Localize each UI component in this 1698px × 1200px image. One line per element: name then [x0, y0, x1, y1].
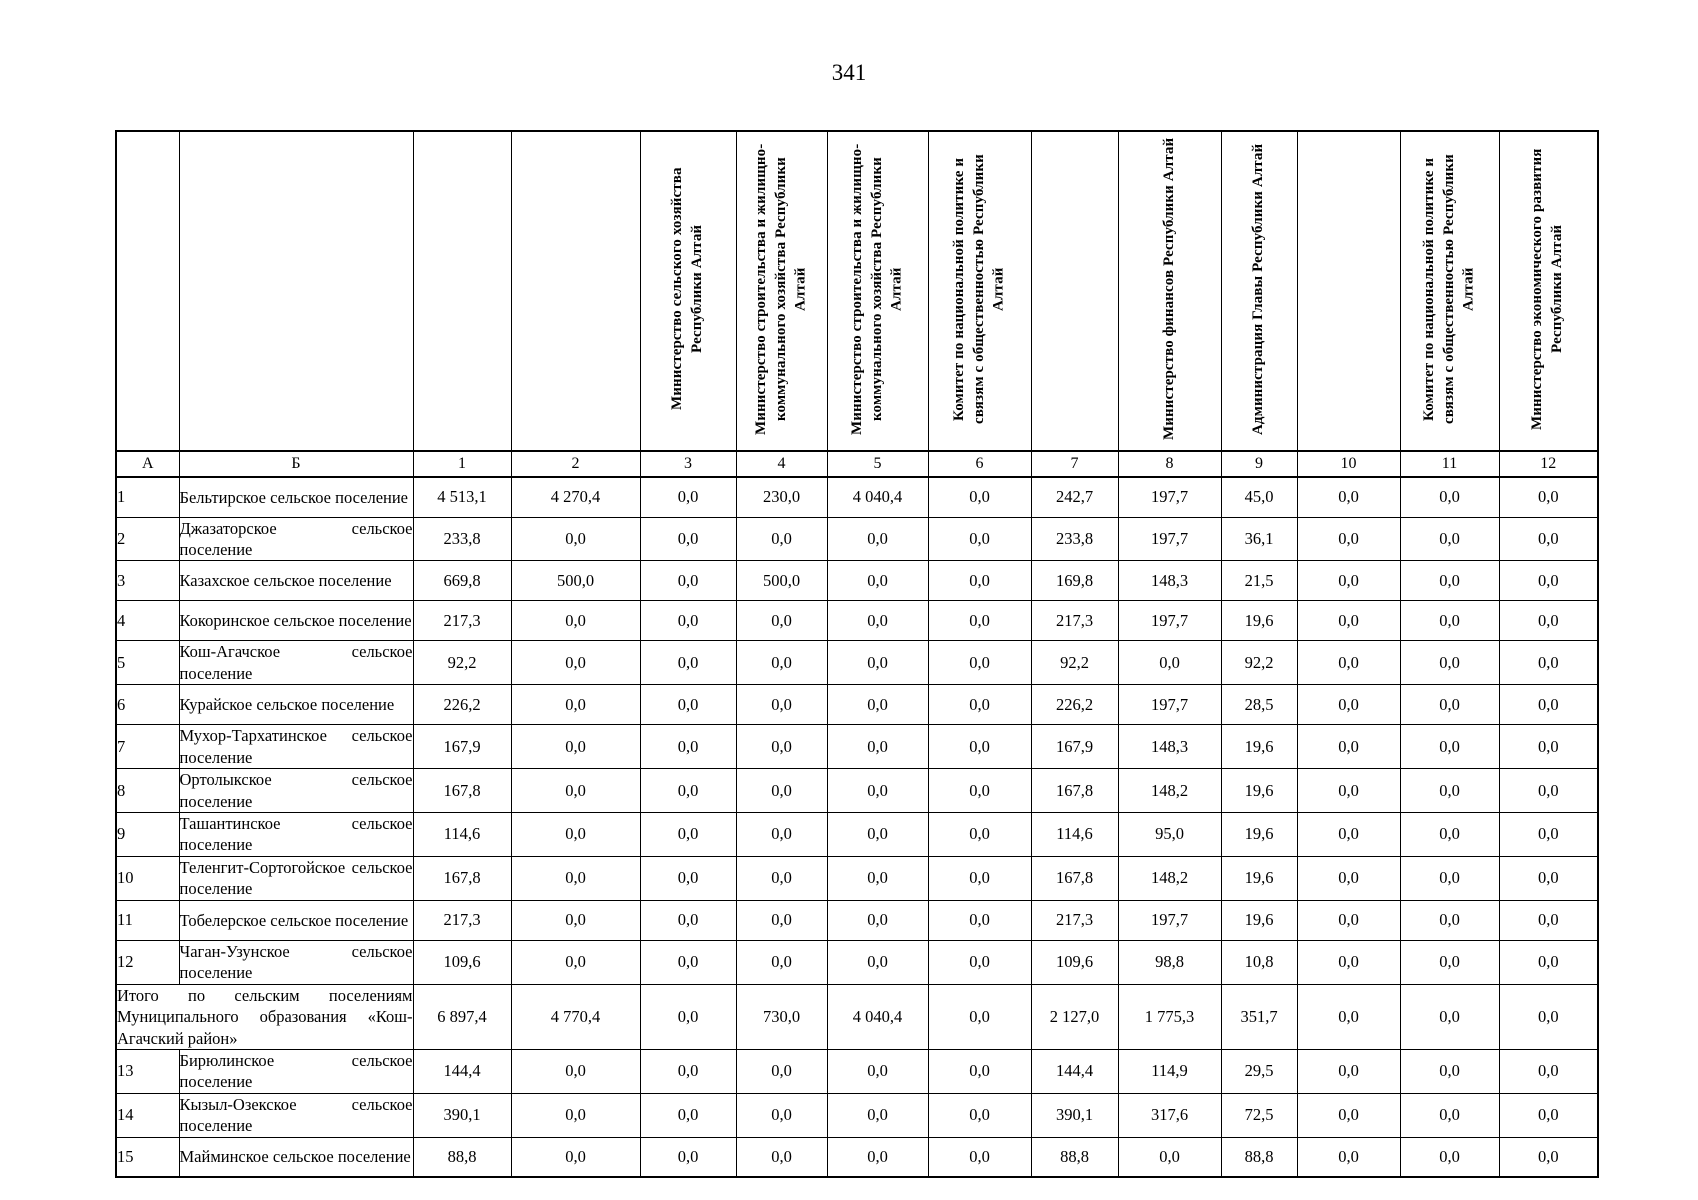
table-row [116, 900, 1598, 940]
value-cell: 0,0 [511, 1049, 640, 1093]
column-header-ministry-9 [1221, 131, 1297, 451]
column-letter-7: 7 [1031, 451, 1118, 477]
value-cell: 0,0 [1499, 725, 1598, 769]
value-cell: 109,6 [1031, 940, 1118, 984]
table-row [116, 561, 1598, 601]
row-number-cell: 14 [116, 1093, 179, 1137]
value-cell: 0,0 [928, 517, 1031, 561]
value-cell: 197,7 [1118, 601, 1221, 641]
column-header-empty-10 [1297, 131, 1400, 451]
total-value-cell: 6 897,4 [413, 984, 511, 1049]
value-cell: 0,0 [736, 725, 827, 769]
value-cell: 242,7 [1031, 477, 1118, 517]
value-cell: 0,0 [928, 1093, 1031, 1137]
value-cell: 10,8 [1221, 940, 1297, 984]
column-header-empty-А [116, 131, 179, 451]
value-cell: 0,0 [736, 769, 827, 813]
total-label-cell: Итого по сельским поселениям Муниципального образования «Кош-Агачский район» [117, 985, 413, 1048]
settlement-name-cell: Кокоринское сельское поселение [179, 601, 413, 641]
row-number-cell: 12 [116, 940, 179, 984]
row-number-cell: 10 [116, 856, 179, 900]
row-number-cell: 2 [116, 517, 179, 561]
value-cell: 0,0 [827, 900, 928, 940]
settlement-name-cell: Бирюлинское сельское поселение [179, 1050, 413, 1092]
value-cell: 0,0 [511, 725, 640, 769]
value-cell: 500,0 [736, 561, 827, 601]
total-value-cell: 0,0 [1400, 984, 1499, 1049]
value-cell: 28,5 [1221, 685, 1297, 725]
value-cell: 226,2 [1031, 685, 1118, 725]
value-cell: 0,0 [928, 477, 1031, 517]
value-cell: 29,5 [1221, 1049, 1297, 1093]
row-number-cell: 13 [116, 1049, 179, 1093]
settlement-name-cell: Чаган-Узунское сельское поселение [179, 941, 413, 983]
budget-table [115, 130, 1599, 1178]
column-header-ministry-4 [736, 131, 827, 451]
value-cell: 167,8 [1031, 769, 1118, 813]
value-cell: 0,0 [1400, 561, 1499, 601]
value-cell: 0,0 [736, 813, 827, 857]
value-cell: 148,2 [1118, 856, 1221, 900]
value-cell: 0,0 [928, 940, 1031, 984]
value-cell: 0,0 [511, 813, 640, 857]
table-row [116, 685, 1598, 725]
value-cell: 217,3 [1031, 900, 1118, 940]
total-value-cell: 0,0 [1499, 984, 1598, 1049]
value-cell: 217,3 [413, 601, 511, 641]
value-cell: 0,0 [1499, 1093, 1598, 1137]
value-cell: 0,0 [640, 685, 736, 725]
value-cell: 0,0 [827, 561, 928, 601]
settlement-name-cell: Мухор-Тархатинское сельское поселение [179, 726, 413, 767]
value-cell: 0,0 [928, 900, 1031, 940]
ministry-label: Министерство строительства и жилищно-коммунального хозяйства Республики Алтай [848, 142, 905, 435]
value-cell: 0,0 [1297, 900, 1400, 940]
column-header-empty-2 [511, 131, 640, 451]
column-letter-12: 12 [1499, 451, 1598, 477]
column-letter-9: 9 [1221, 451, 1297, 477]
value-cell: 0,0 [1400, 1049, 1499, 1093]
value-cell: 0,0 [736, 1049, 827, 1093]
ministry-label: Администрация Главы Республики Алтай [1250, 142, 1267, 435]
value-cell: 0,0 [1297, 940, 1400, 984]
row-number-cell: 7 [116, 725, 179, 769]
column-header-ministry-12 [1499, 131, 1598, 451]
column-header-empty-Б [179, 131, 413, 451]
value-cell: 0,0 [1118, 1137, 1221, 1177]
value-cell: 0,0 [1400, 813, 1499, 857]
value-cell: 4 270,4 [511, 477, 640, 517]
table-row [116, 813, 1598, 857]
value-cell: 114,6 [413, 813, 511, 857]
value-cell: 0,0 [1400, 856, 1499, 900]
value-cell: 0,0 [928, 601, 1031, 641]
row-number-cell: 4 [116, 601, 179, 641]
column-letter-2: 2 [511, 451, 640, 477]
value-cell: 0,0 [736, 601, 827, 641]
value-cell: 0,0 [928, 641, 1031, 685]
value-cell: 0,0 [1297, 1093, 1400, 1137]
value-cell: 669,8 [413, 561, 511, 601]
ministry-label: Министерство финансов Республики Алтай [1160, 137, 1177, 440]
settlement-name-cell: Ташантинское сельское поселение [179, 814, 413, 855]
value-cell: 92,2 [413, 641, 511, 685]
value-cell: 0,0 [1297, 685, 1400, 725]
value-cell: 226,2 [413, 685, 511, 725]
column-header-ministry-8 [1118, 131, 1221, 451]
value-cell: 92,2 [1221, 641, 1297, 685]
value-cell: 88,8 [1221, 1137, 1297, 1177]
column-letter-4: 4 [736, 451, 827, 477]
column-letter-11: 11 [1400, 451, 1499, 477]
value-cell: 4 513,1 [413, 477, 511, 517]
ministry-label: Комитет по национальной политике и связям с общественностью Республики Алтай [1420, 153, 1477, 424]
row-number-cell: 15 [116, 1137, 179, 1177]
value-cell: 0,0 [640, 1049, 736, 1093]
column-header-ministry-5 [827, 131, 928, 451]
value-cell: 0,0 [827, 1093, 928, 1137]
column-letter-6: 6 [928, 451, 1031, 477]
column-header-empty-1 [413, 131, 511, 451]
table-row [116, 1049, 1598, 1093]
value-cell: 0,0 [1499, 477, 1598, 517]
total-value-cell: 730,0 [736, 984, 827, 1049]
value-cell: 0,0 [1297, 769, 1400, 813]
value-cell: 0,0 [1297, 641, 1400, 685]
value-cell: 0,0 [736, 940, 827, 984]
value-cell: 0,0 [1297, 601, 1400, 641]
value-cell: 197,7 [1118, 685, 1221, 725]
value-cell: 114,9 [1118, 1049, 1221, 1093]
value-cell: 0,0 [1400, 601, 1499, 641]
table-body [116, 477, 1598, 1177]
column-header-ministry-3 [640, 131, 736, 451]
value-cell: 0,0 [1297, 477, 1400, 517]
row-number-cell: 9 [116, 813, 179, 857]
value-cell: 0,0 [1297, 561, 1400, 601]
value-cell: 0,0 [827, 940, 928, 984]
value-cell: 19,6 [1221, 725, 1297, 769]
column-header-empty-7 [1031, 131, 1118, 451]
value-cell: 0,0 [736, 685, 827, 725]
value-cell: 0,0 [1499, 641, 1598, 685]
value-cell: 19,6 [1221, 601, 1297, 641]
value-cell: 0,0 [1297, 517, 1400, 561]
column-header-ministry-6 [928, 131, 1031, 451]
page-number: 341 [831, 60, 867, 85]
value-cell: 0,0 [827, 769, 928, 813]
value-cell: 0,0 [511, 517, 640, 561]
value-cell: 0,0 [640, 813, 736, 857]
column-letter-1: 1 [413, 451, 511, 477]
value-cell: 0,0 [511, 1093, 640, 1137]
value-cell: 0,0 [1499, 769, 1598, 813]
value-cell: 0,0 [928, 1137, 1031, 1177]
value-cell: 0,0 [1297, 725, 1400, 769]
settlement-name-cell: Казахское сельское поселение [179, 561, 413, 601]
value-cell: 98,8 [1118, 940, 1221, 984]
total-value-cell: 4 770,4 [511, 984, 640, 1049]
value-cell: 0,0 [827, 725, 928, 769]
value-cell: 0,0 [1400, 940, 1499, 984]
total-value-cell: 1 775,3 [1118, 984, 1221, 1049]
value-cell: 19,6 [1221, 900, 1297, 940]
settlement-name-cell: Курайское сельское поселение [179, 685, 413, 725]
value-cell: 197,7 [1118, 477, 1221, 517]
value-cell: 0,0 [640, 477, 736, 517]
value-cell: 197,7 [1118, 517, 1221, 561]
value-cell: 217,3 [1031, 601, 1118, 641]
value-cell: 144,4 [413, 1049, 511, 1093]
value-cell: 0,0 [736, 900, 827, 940]
value-cell: 0,0 [1297, 1137, 1400, 1177]
value-cell: 19,6 [1221, 856, 1297, 900]
value-cell: 109,6 [413, 940, 511, 984]
value-cell: 0,0 [1297, 1049, 1400, 1093]
ministry-label: Комитет по национальной политике и связям с общественностью Республики Алтай [950, 153, 1007, 424]
value-cell: 0,0 [827, 1049, 928, 1093]
column-letters-row [116, 451, 1598, 477]
table-row [116, 641, 1598, 685]
value-cell: 0,0 [928, 725, 1031, 769]
value-cell: 197,7 [1118, 900, 1221, 940]
value-cell: 88,8 [1031, 1137, 1118, 1177]
row-number-cell: 1 [116, 477, 179, 517]
value-cell: 0,0 [928, 1049, 1031, 1093]
value-cell: 0,0 [1400, 900, 1499, 940]
value-cell: 0,0 [511, 685, 640, 725]
column-letter-10: 10 [1297, 451, 1400, 477]
value-cell: 19,6 [1221, 769, 1297, 813]
value-cell: 0,0 [1400, 725, 1499, 769]
ministry-label: Министерство строительства и жилищно-коммунального хозяйства Республики Алтай [752, 142, 809, 435]
table-row [116, 769, 1598, 813]
total-value-cell: 0,0 [640, 984, 736, 1049]
value-cell: 167,9 [413, 725, 511, 769]
value-cell: 0,0 [827, 601, 928, 641]
settlement-name-cell: Тобелерское сельское поселение [179, 900, 413, 940]
value-cell: 0,0 [827, 685, 928, 725]
value-cell: 0,0 [1499, 900, 1598, 940]
value-cell: 0,0 [1499, 813, 1598, 857]
value-cell: 0,0 [736, 1093, 827, 1137]
value-cell: 0,0 [928, 685, 1031, 725]
table-row [116, 1137, 1598, 1177]
total-row [116, 984, 1598, 1049]
value-cell: 36,1 [1221, 517, 1297, 561]
ministry-header-row [116, 131, 1598, 451]
value-cell: 0,0 [736, 856, 827, 900]
settlement-name-cell: Кызыл-Озекское сельское поселение [179, 1094, 413, 1136]
settlement-name-cell: Бельтирское сельское поселение [179, 477, 413, 517]
value-cell: 0,0 [827, 856, 928, 900]
value-cell: 217,3 [413, 900, 511, 940]
table-row [116, 1093, 1598, 1137]
value-cell: 317,6 [1118, 1093, 1221, 1137]
column-letter-5: 5 [827, 451, 928, 477]
value-cell: 0,0 [1400, 517, 1499, 561]
value-cell: 0,0 [736, 517, 827, 561]
value-cell: 0,0 [736, 641, 827, 685]
value-cell: 0,0 [511, 940, 640, 984]
value-cell: 390,1 [413, 1093, 511, 1137]
value-cell: 0,0 [827, 517, 928, 561]
value-cell: 167,8 [413, 856, 511, 900]
settlement-name-cell: Майминское сельское поселение [179, 1137, 413, 1177]
value-cell: 0,0 [1400, 769, 1499, 813]
value-cell: 500,0 [511, 561, 640, 601]
value-cell: 0,0 [640, 856, 736, 900]
settlement-name-cell: Теленгит-Сортогойское сельское поселение [179, 857, 413, 899]
total-value-cell: 4 040,4 [827, 984, 928, 1049]
value-cell: 167,9 [1031, 725, 1118, 769]
settlement-name-cell: Ортолыкское сельское поселение [179, 770, 413, 811]
table-row [116, 856, 1598, 900]
value-cell: 0,0 [1499, 1137, 1598, 1177]
value-cell: 0,0 [827, 641, 928, 685]
value-cell: 0,0 [640, 1137, 736, 1177]
row-number-cell: 6 [116, 685, 179, 725]
value-cell: 21,5 [1221, 561, 1297, 601]
value-cell: 233,8 [413, 517, 511, 561]
value-cell: 0,0 [827, 813, 928, 857]
value-cell: 0,0 [1499, 856, 1598, 900]
row-number-cell: 3 [116, 561, 179, 601]
value-cell: 0,0 [1400, 685, 1499, 725]
value-cell: 390,1 [1031, 1093, 1118, 1137]
value-cell: 0,0 [1118, 641, 1221, 685]
value-cell: 0,0 [1499, 601, 1598, 641]
table-row [116, 517, 1598, 561]
value-cell: 72,5 [1221, 1093, 1297, 1137]
value-cell: 0,0 [928, 813, 1031, 857]
value-cell: 0,0 [640, 517, 736, 561]
total-value-cell: 0,0 [928, 984, 1031, 1049]
column-header-ministry-11 [1400, 131, 1499, 451]
value-cell: 0,0 [640, 769, 736, 813]
value-cell: 0,0 [511, 1137, 640, 1177]
value-cell: 167,8 [1031, 856, 1118, 900]
column-letter-8: 8 [1118, 451, 1221, 477]
value-cell: 0,0 [640, 1093, 736, 1137]
value-cell: 95,0 [1118, 813, 1221, 857]
value-cell: 0,0 [640, 641, 736, 685]
row-number-cell: 11 [116, 900, 179, 940]
value-cell: 0,0 [511, 641, 640, 685]
value-cell: 167,8 [413, 769, 511, 813]
table-row [116, 601, 1598, 641]
value-cell: 88,8 [413, 1137, 511, 1177]
settlement-name-cell: Кош-Агачское сельское поселение [179, 642, 413, 683]
value-cell: 114,6 [1031, 813, 1118, 857]
value-cell: 0,0 [736, 1137, 827, 1177]
value-cell: 0,0 [511, 601, 640, 641]
value-cell: 0,0 [511, 900, 640, 940]
value-cell: 0,0 [1400, 641, 1499, 685]
value-cell: 0,0 [1400, 1137, 1499, 1177]
value-cell: 144,4 [1031, 1049, 1118, 1093]
value-cell: 0,0 [1499, 517, 1598, 561]
value-cell: 0,0 [640, 725, 736, 769]
value-cell: 230,0 [736, 477, 827, 517]
value-cell: 0,0 [1297, 856, 1400, 900]
value-cell: 0,0 [640, 561, 736, 601]
value-cell: 148,3 [1118, 561, 1221, 601]
total-value-cell: 351,7 [1221, 984, 1297, 1049]
column-letter-А: А [116, 451, 179, 477]
value-cell: 0,0 [1499, 685, 1598, 725]
value-cell: 0,0 [1400, 1093, 1499, 1137]
table-row [116, 725, 1598, 769]
total-value-cell: 0,0 [1297, 984, 1400, 1049]
value-cell: 4 040,4 [827, 477, 928, 517]
value-cell: 0,0 [1499, 1049, 1598, 1093]
value-cell: 19,6 [1221, 813, 1297, 857]
value-cell: 92,2 [1031, 641, 1118, 685]
value-cell: 0,0 [1400, 477, 1499, 517]
value-cell: 0,0 [640, 940, 736, 984]
value-cell: 148,3 [1118, 725, 1221, 769]
value-cell: 0,0 [928, 769, 1031, 813]
value-cell: 0,0 [640, 900, 736, 940]
value-cell: 233,8 [1031, 517, 1118, 561]
table-row [116, 477, 1598, 517]
value-cell: 148,2 [1118, 769, 1221, 813]
value-cell: 0,0 [511, 856, 640, 900]
value-cell: 169,8 [1031, 561, 1118, 601]
ministry-label: Министерство экономического развития Республики Алтай [1529, 147, 1566, 430]
value-cell: 0,0 [1499, 940, 1598, 984]
row-number-cell: 8 [116, 769, 179, 813]
ministry-label: Министерство сельского хозяйства Республики Алтай [669, 167, 705, 410]
value-cell: 0,0 [511, 769, 640, 813]
value-cell: 45,0 [1221, 477, 1297, 517]
column-letter-3: 3 [640, 451, 736, 477]
settlement-name-cell: Джазаторское сельское поселение [179, 518, 413, 559]
value-cell: 0,0 [928, 561, 1031, 601]
total-value-cell: 2 127,0 [1031, 984, 1118, 1049]
table-row [116, 940, 1598, 984]
column-letter-Б: Б [179, 451, 413, 477]
value-cell: 0,0 [1297, 813, 1400, 857]
value-cell: 0,0 [1499, 561, 1598, 601]
row-number-cell: 5 [116, 641, 179, 685]
value-cell: 0,0 [928, 856, 1031, 900]
value-cell: 0,0 [827, 1137, 928, 1177]
value-cell: 0,0 [640, 601, 736, 641]
